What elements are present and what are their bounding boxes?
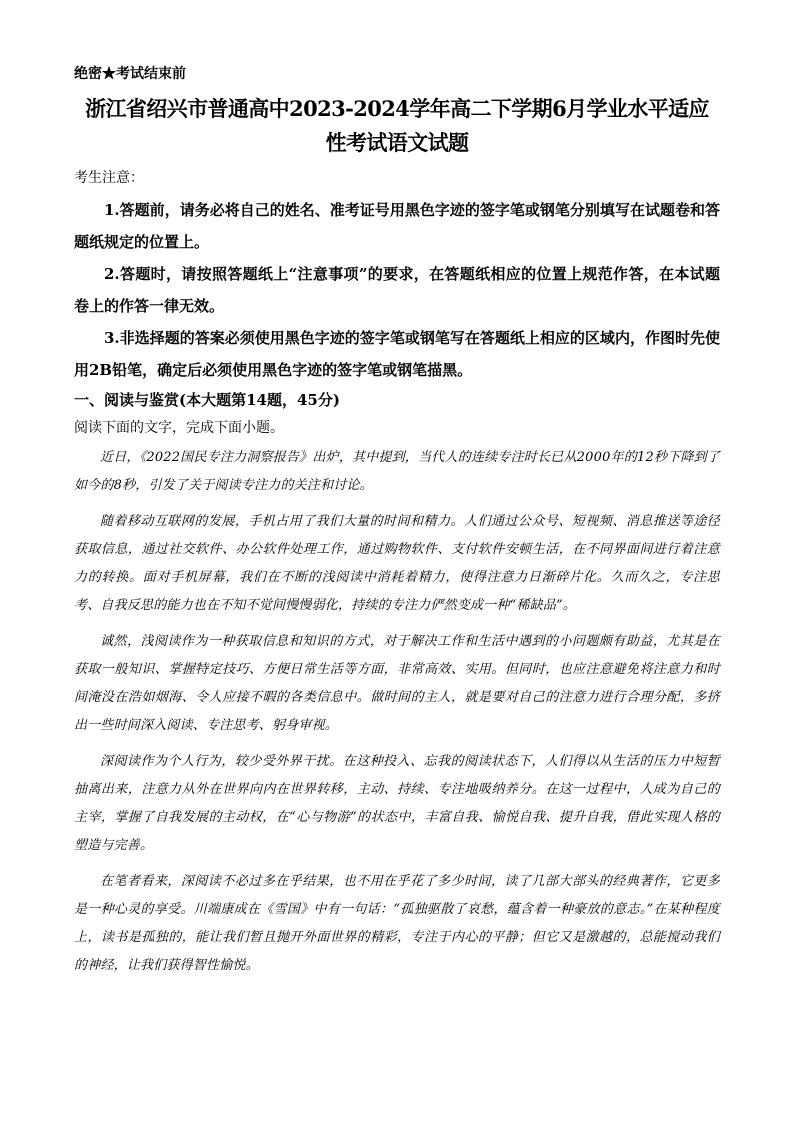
- notice-item-3: 3.非选择题的答案必须使用黑色字迹的签字笔或钢笔写在答题纸上相应的区域内，作图时先使用2B铅笔，确定后必须使用黑色字迹的签字笔或钢笔描黑。: [74, 329, 720, 379]
- exam-title-line-1: 浙江省绍兴市普通高中2023-2024学年高二下学期6月学业水平适应: [85, 96, 709, 121]
- section-heading: 一、阅读与鉴赏(本大题第14题，45分): [74, 391, 340, 409]
- candidate-notice-heading: 考生注意：: [74, 170, 144, 186]
- notice-item-2: 2.答题时，请按照答题纸上“注意事项”的要求，在答题纸相应的位置上规范作答，在本试题卷上的作答一律无效。: [74, 265, 720, 315]
- notice-item-1: 1.答题前，请务必将自己的姓名、准考证号用黑色字迹的签字笔或钢笔分别填写在试题卷和答题纸规定的位置上。: [74, 201, 720, 251]
- passage-paragraph-1: 近日，《2022国民专注力洞察报告》出炉，其中提到，当代人的连续专注时长已从2000年的12秒下降到了如今的8秒，引发了关于阅读专注力的关注和讨论。: [74, 450, 720, 493]
- passage-paragraph-3: 诚然，浅阅读作为一种获取信息和知识的方式，对于解决工作和生活中遇到的小问题颇有助益，尤其是在获取一般知识、掌握特定技巧、方便日常生活等方面，非常高效、实用。但同时，也应注意避免将注意力和时间淹没在浩如烟海、令人应接不暇的各类信息中。做时间的主人，就是要对自己的注意力进行合理分配，多挤出一些时间深入阅读、专注思考、躬身审视。: [74, 634, 720, 733]
- reading-instruction: 阅读下面的文字，完成下面小题。: [74, 420, 284, 436]
- confidential-label: 绝密★考试结束前: [74, 66, 186, 82]
- passage-paragraph-4: 深阅读作为个人行为，较少受外界干扰。在这种投入、忘我的阅读状态下，人们得以从生活的压力中短暂抽离出来，注意力从外在世界向内在世界转移，主动、持续、专注地吸纳养分。在这一过程中，人成为自己的主宰，掌握了自我发展的主动权，在“心与物游”的状态中，丰富自我、愉悦自我、提升自我，借此实现人格的塑造与完善。: [74, 754, 720, 853]
- passage-paragraph-5: 在笔者看来，深阅读不必过多在乎结果，也不用在乎花了多少时间，读了几部大部头的经典著作，它更多是一种心灵的享受。川端康成在《雪国》中有一句话：“孤独驱散了哀愁，蕴含着一种豪放的意志。”在某种程度上，读书是孤独的，能让我们暂且抛开外面世界的精彩，专注于内心的平静；但它又是激越的，总能搅动我们的神经，让我们获得智性愉悦。: [74, 874, 720, 973]
- exam-title-line-2: 性考试语文试题: [325, 130, 469, 155]
- passage-paragraph-2: 随着移动互联网的发展，手机占用了我们大量的时间和精力。人们通过公众号、短视频、消息推送等途径获取信息，通过社交软件、办公软件处理工作，通过购物软件、支付软件安顿生活，在不同界面间进行着注意力的转换。面对手机屏幕，我们在不断的浅阅读中消耗着精力，使得注意力日渐碎片化。久而久之，专注思考、自我反思的能力也在不知不觉间慢慢弱化，持续的专注力俨然变成一种“稀缺品”。: [74, 514, 720, 613]
